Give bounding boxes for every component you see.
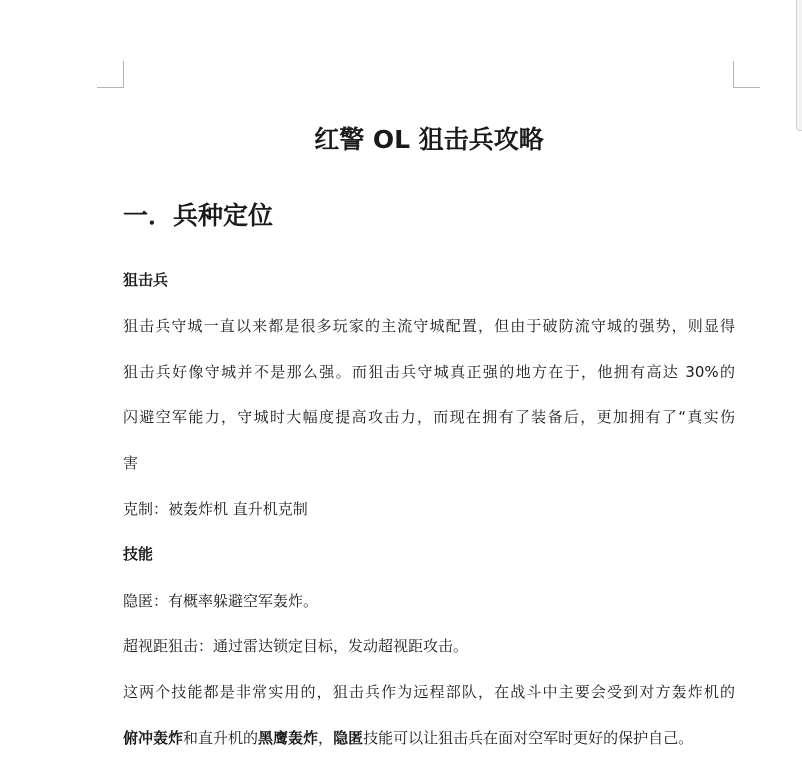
summary-line-1: 这两个技能都是非常实用的，狙击兵作为远程部队，在战斗中主要会受到对方轰炸机的 (123, 683, 735, 701)
skill-long-range-snipe: 超视距狙击：通过雷达锁定目标，发动超视距攻击。 (123, 637, 469, 655)
intro-line-3: 闪避空军能力，守城时大幅度提高攻击力，而现在拥有了装备后，更加拥有了“真实伤 (123, 408, 735, 426)
term-blackhawk-bombing: 黑鹰轰炸 (258, 729, 319, 747)
summary-text-1: 和直升机的 (183, 729, 259, 747)
intro-line-2: 狙击兵好像守城并不是那么强。而狙击兵守城真正强的地方在于，他拥有高达 30%的 (123, 363, 735, 381)
unit-name-heading: 狙击兵 (123, 271, 169, 289)
term-dive-bombing: 俯冲轰炸 (123, 729, 184, 747)
counter-line: 克制：被轰炸机 直升机克制 (123, 500, 308, 518)
skills-heading: 技能 (123, 545, 154, 563)
summary-text-3: 技能可以让狙击兵在面对空军时更好的保护自己。 (363, 729, 694, 747)
summary-line-2 (123, 727, 693, 749)
page-corner-mark-top-left (97, 61, 124, 88)
summary-text-2: ， (318, 729, 334, 747)
intro-line-1: 狙击兵守城一直以来都是很多玩家的主流守城配置，但由于破防流守城的强势，则显得 (123, 317, 735, 335)
page-corner-mark-top-right (733, 61, 760, 88)
skill-stealth: 隐匿：有概率躲避空军轰炸。 (123, 592, 319, 610)
intro-line-4: 害 (123, 454, 139, 472)
term-stealth: 隐匿 (333, 729, 364, 747)
section-heading: 一．兵种定位 (123, 201, 274, 230)
document-title: 红警 OL 狙击兵攻略 (314, 125, 544, 154)
scrollbar-edge[interactable] (796, 0, 802, 131)
